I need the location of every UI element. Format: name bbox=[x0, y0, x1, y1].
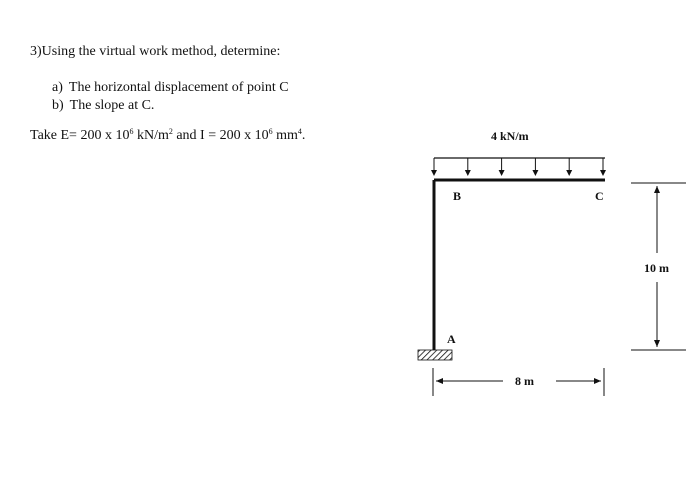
e-unit: kN/m bbox=[133, 128, 169, 143]
load-arrow-head bbox=[499, 170, 505, 176]
load-label: 4 kN/m bbox=[491, 129, 529, 143]
i-unit-exponent: 4 bbox=[297, 127, 302, 137]
part-b-marker: b) bbox=[52, 98, 64, 113]
load-arrow-head bbox=[465, 170, 471, 176]
load-arrow-head bbox=[532, 170, 538, 176]
question-title: 3)Using the virtual work method, determine: bbox=[30, 44, 281, 59]
load-arrow-head bbox=[566, 170, 572, 176]
load-arrow-head bbox=[600, 170, 606, 176]
span-dimension-label: 8 m bbox=[515, 374, 534, 388]
given-suffix: . bbox=[301, 128, 306, 143]
given-prefix: Take E= 200 x 10 bbox=[30, 128, 130, 143]
part-a-marker: a) bbox=[52, 80, 63, 95]
given-mid: and I = 200 x 10 bbox=[172, 128, 269, 143]
i-exponent: 6 bbox=[268, 127, 273, 137]
distributed-load-arrows bbox=[431, 158, 606, 176]
node-a-label: A bbox=[447, 332, 456, 346]
load-arrow-head bbox=[431, 170, 437, 176]
node-c-label: C bbox=[595, 189, 604, 203]
e-exponent: 6 bbox=[129, 127, 134, 137]
fixed-support-a bbox=[418, 350, 452, 360]
node-b-label: B bbox=[453, 189, 462, 203]
i-unit: mm bbox=[272, 128, 298, 143]
height-dimension-label: 10 m bbox=[644, 261, 669, 275]
e-unit-exponent: 2 bbox=[168, 127, 173, 137]
part-a-text: The horizontal displacement of point C bbox=[68, 80, 289, 95]
part-b-text: The slope at C. bbox=[69, 98, 155, 113]
